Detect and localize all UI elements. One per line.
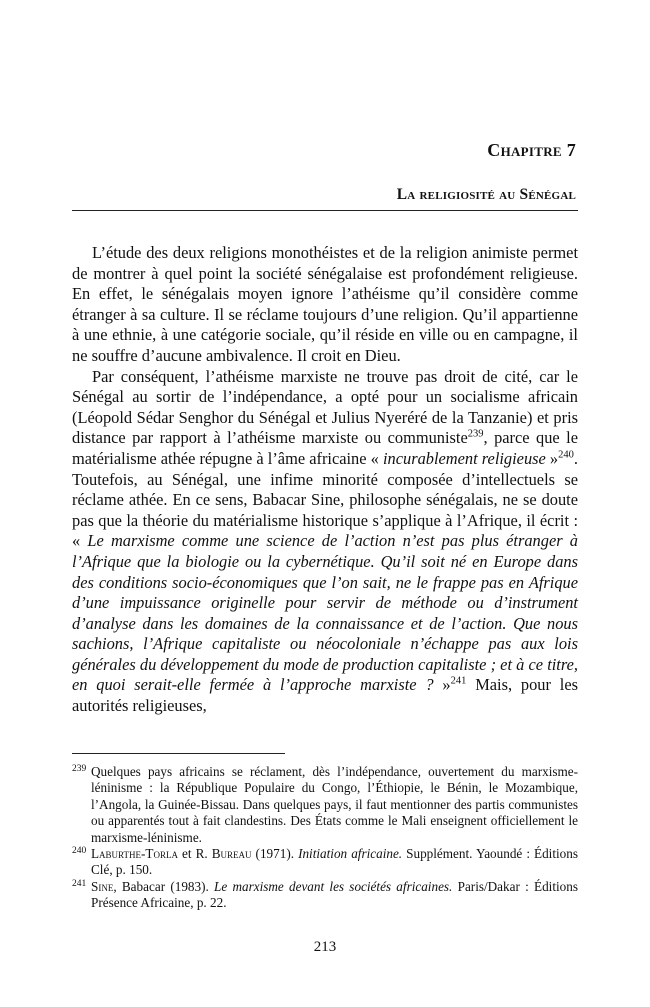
footnote-author: Bureau xyxy=(211,846,252,862)
footnote-text: Supplément. Yaoundé : Éditions Clé, p. 150. xyxy=(91,846,578,878)
footnote-title: Initiation africaine. xyxy=(298,846,403,862)
page-number: 213 xyxy=(313,939,337,955)
footnote-text: Paris/Dakar : Éditions Présence Africaine, p. 22. xyxy=(91,878,578,911)
footnote-title: Le marxisme devant les sociétés africaines. xyxy=(214,878,453,894)
footnote-text: et R. xyxy=(177,846,212,862)
text-span: Mais, pour les autorités religieuses, xyxy=(72,675,578,716)
chapter-title: La religiosité au Sénégal xyxy=(396,186,576,203)
footnote-number: 239 xyxy=(72,764,87,774)
paragraph-2 xyxy=(72,367,578,717)
footnote-text: , Babacar (1983). xyxy=(113,878,215,894)
italic-quote: incurablement religieuse xyxy=(382,448,546,468)
footnote-author: Sine xyxy=(91,878,114,894)
paragraph-1: L’étude des deux religions monothéistes et de la religion animiste permet de montrer à quel point la société sénégalaise est profondément religieuse. En effet, le sénégalais moyen ignore l’athéisme qu’il considère comme étranger à sa culture. Il se réclame toujours d’une religion. Qu’il appartienne à une ethnie, à une catégorie sociale, qu’il réside en ville ou en campagne, il ne souffre d’aucune ambivalence. Il croit en Dieu. xyxy=(72,243,578,365)
footnote-ref-240[interactable]: 240 xyxy=(558,449,574,461)
footnote-ref-241[interactable]: 241 xyxy=(450,676,467,687)
footnote-separator xyxy=(72,753,285,754)
footnote-text: (1971). xyxy=(251,846,299,862)
footnote-ref-239[interactable]: 239 xyxy=(467,428,484,440)
footnote-text: Quelques pays africains se réclament, dès l’indépendance, ouvertement du marxisme-léninisme : la République Populaire du Congo, l’Éthiopie, le Bénin, le Mozambique, l’Angola, la Guinée-Bissau. Dans quelques pays, il faut mentionner des partis communistes ou apparentés tout à fait clandestins. Des États comme le Mali enseignent officiellement le marxisme-léninisme. xyxy=(91,764,578,845)
text-span: . Toutefois, au Sénégal, une infime minorité composée d’intellectuels se réclame athée. En ce sens, Babacar Sine, philosophe sénégalais, ne se doute pas que la théorie du matérialisme historique s’applique à l’Afrique, il écrit : « xyxy=(72,448,578,551)
footnote-number: 241 xyxy=(72,878,87,889)
footnote-240 xyxy=(72,846,578,879)
text-span: , parce que le matérialisme athée répugne à l’âme africaine « xyxy=(72,428,578,468)
text-span: » xyxy=(433,675,451,695)
footnote-241 xyxy=(72,879,578,912)
body-text xyxy=(72,243,578,717)
footnote-239 xyxy=(72,764,578,846)
footnote-number: 240 xyxy=(72,846,87,857)
text-span: Par conséquent, l’athéisme marxiste ne trouve pas droit de cité, car le Sénégal au sortir de l’indépendance, a opté pour un socialisme africain (Léopold Sédar Senghor du Sénégal et Julius Nyeréré de la Tanzanie) et pris distance par rapport à l’athéisme marxiste ou communiste xyxy=(72,366,578,448)
italic-quote: Le marxisme comme une science de l’action n’est pas plus étranger à l’Afrique que la biologie ou la cybernétique. Qu’il soit né en Europe dans des conditions socio-économiques que l’on sait, ne le frappe pas en Afrique d’une impuissance originelle pour servir de méthode ou d’instrument d’analyse dans les domaines de la connaissance et de l’action. Que nous sachions, l’Afrique capitaliste ou néocoloniale n’échappe pas aux lois générales du développement du mode de production capitaliste ; et à ce titre, en quoi serait-elle fermée à l’approche marxiste ? xyxy=(72,531,578,695)
text-span: » xyxy=(545,448,559,468)
chapter-number: Chapitre 7 xyxy=(487,140,576,160)
footnotes xyxy=(72,764,578,912)
title-rule xyxy=(72,210,578,211)
footnote-author: Laburthe-Torla xyxy=(91,846,178,862)
